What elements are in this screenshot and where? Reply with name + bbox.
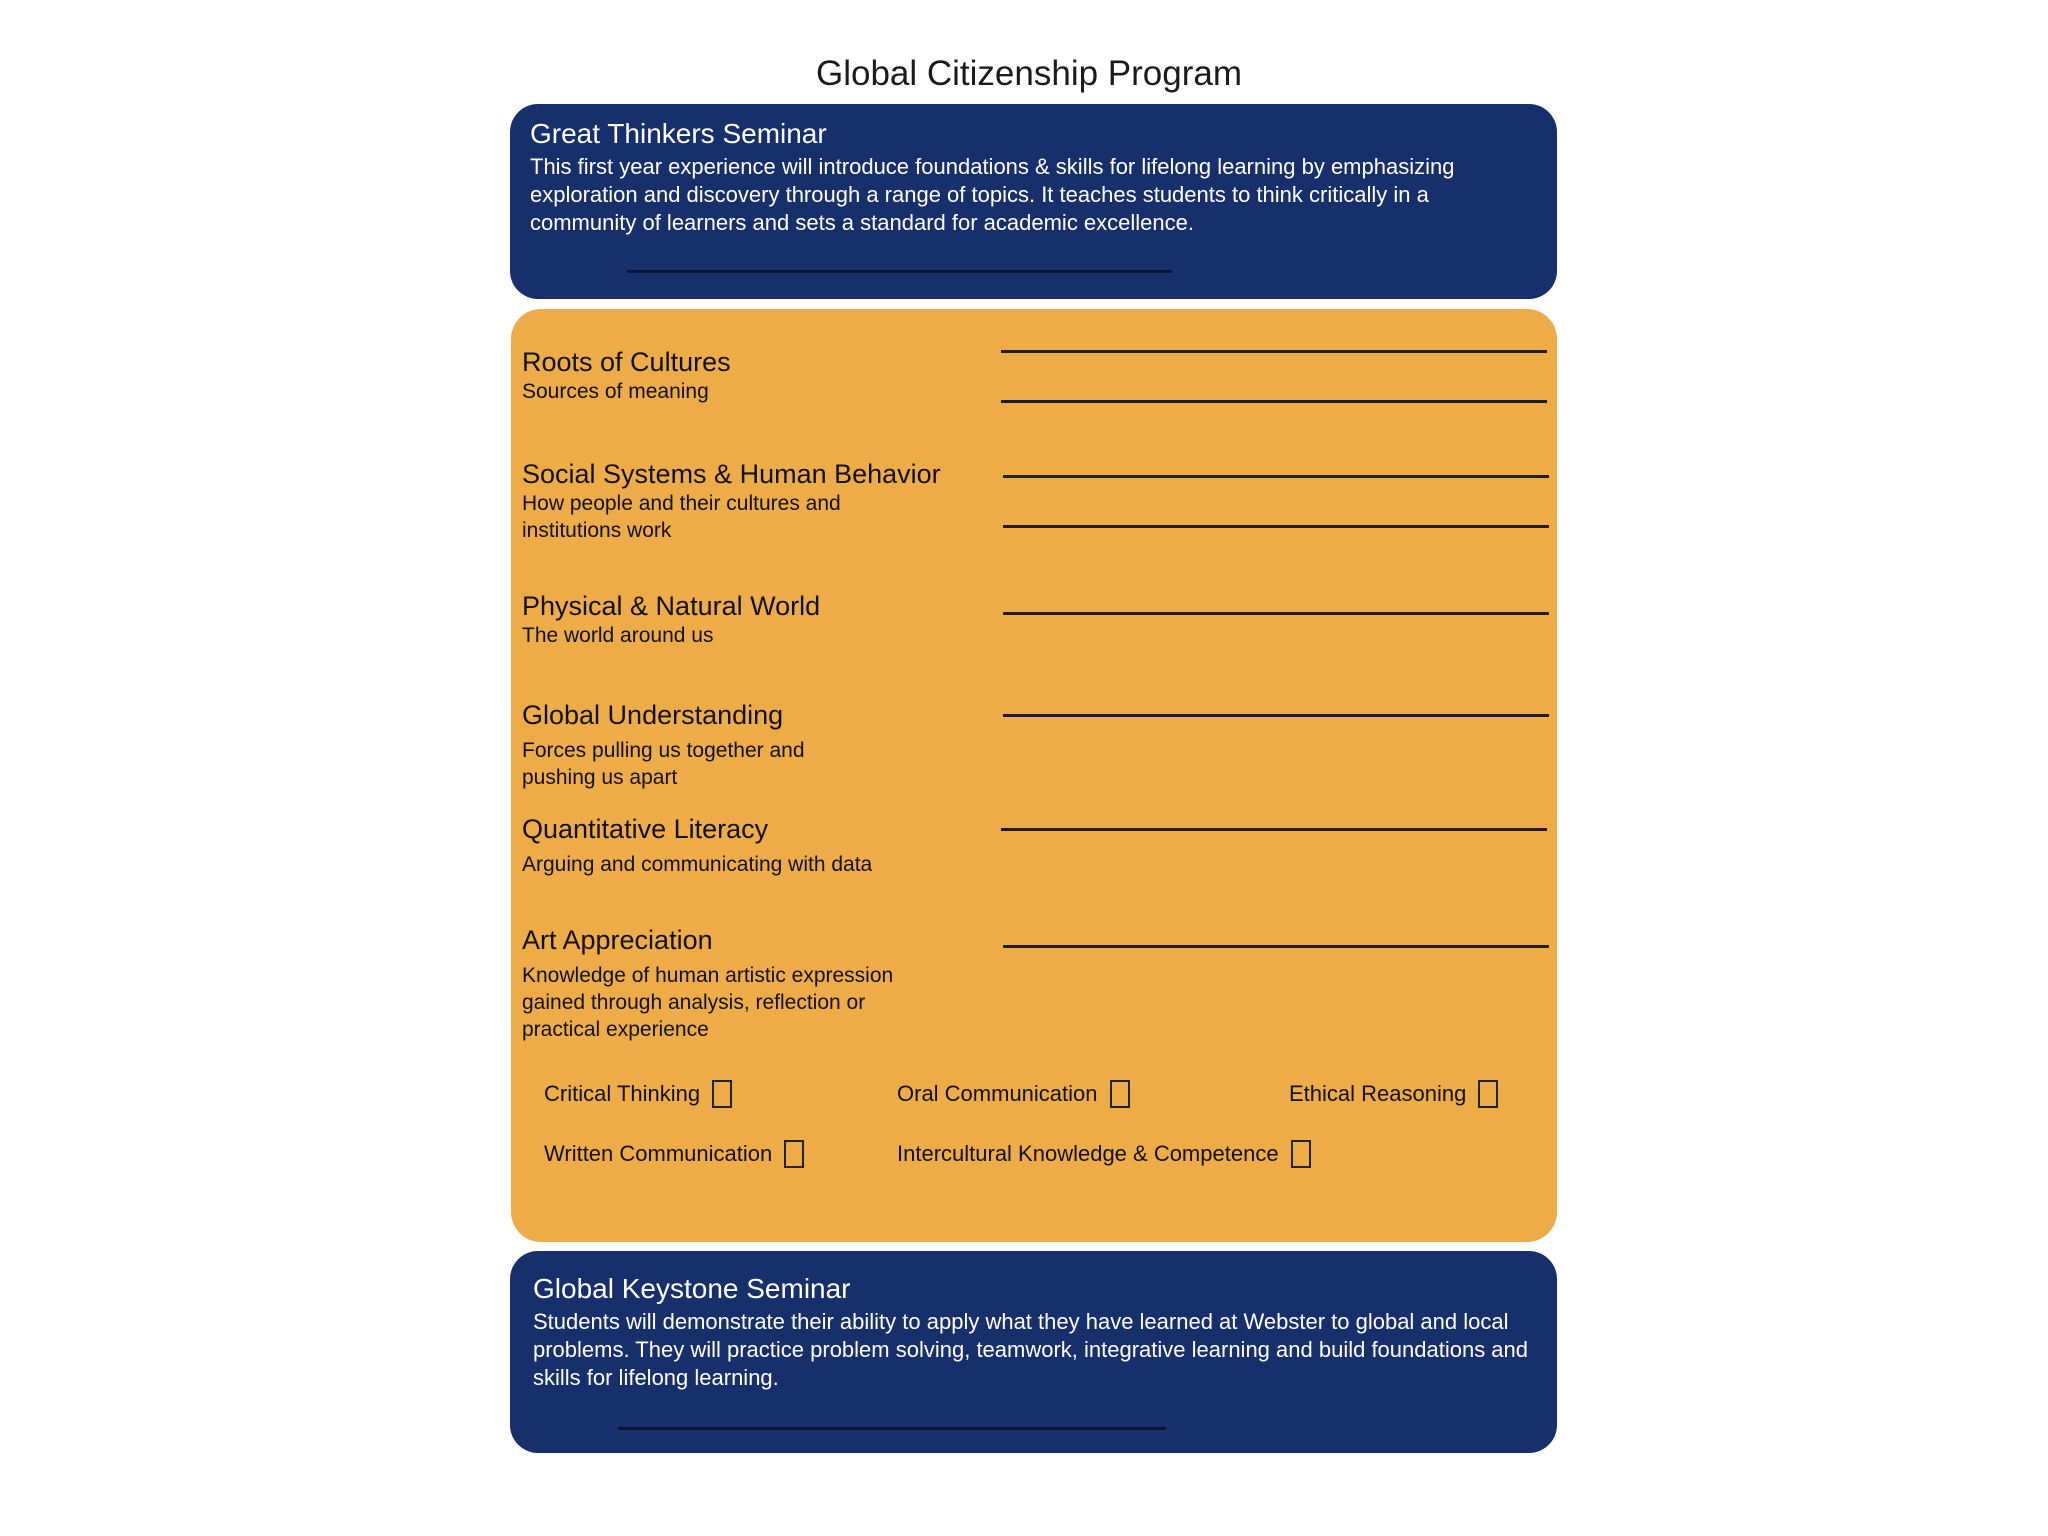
page-title: Global Citizenship Program [815, 54, 1242, 93]
ethical-reasoning-checkbox[interactable] [1478, 1080, 1498, 1108]
global-keystone-signature-line[interactable] [618, 1427, 1166, 1430]
course-title: Roots of Cultures [522, 347, 731, 377]
global-keystone-seminar-description: Students will demonstrate their ability to apply what they have learned at Webster to global and local problems. They will practice problem solving, teamwork, integrative learning and build foundations and skills for lifelong learning. [533, 1309, 1529, 1390]
course-title: Art Appreciation [522, 925, 713, 955]
art-appreciation-line[interactable] [1003, 945, 1549, 948]
course-description: The world around us [522, 624, 714, 647]
global-keystone-seminar-box [510, 1251, 1557, 1453]
physical-natural-world-line[interactable] [1003, 612, 1549, 615]
course-description: Forces pulling us together and pushing us apart [522, 739, 805, 789]
great-thinkers-seminar-box [510, 104, 1557, 299]
skill-label: Intercultural Knowledge & Competence [897, 1141, 1279, 1166]
skill-critical-thinking [544, 1079, 732, 1109]
course-roots-of-cultures [522, 346, 982, 405]
course-description: How people and their cultures and institutions work [522, 492, 841, 542]
skill-label: Oral Communication [897, 1081, 1098, 1106]
social-systems-line-2[interactable] [1003, 525, 1549, 528]
course-title: Physical & Natural World [522, 591, 821, 621]
core-courses-panel [511, 309, 1557, 1242]
skill-written-communication [544, 1139, 804, 1169]
course-title: Social Systems & Human Behavior [522, 459, 941, 489]
written-communication-checkbox[interactable] [784, 1140, 804, 1168]
course-description: Knowledge of human artistic expression gained through analysis, reflection or practical experience [522, 964, 894, 1041]
course-quantitative-literacy [522, 813, 982, 878]
social-systems-line-1[interactable] [1003, 475, 1549, 478]
course-global-understanding [522, 699, 982, 791]
global-understanding-line[interactable] [1003, 714, 1549, 717]
great-thinkers-signature-line[interactable] [627, 270, 1172, 273]
course-title: Global Understanding [522, 700, 784, 730]
quantitative-literacy-line[interactable] [1001, 828, 1547, 831]
course-description: Sources of meaning [522, 380, 709, 403]
course-title: Quantitative Literacy [522, 814, 769, 844]
critical-thinking-checkbox[interactable] [712, 1080, 732, 1108]
great-thinkers-seminar-title: Great Thinkers Seminar [530, 118, 827, 149]
course-description: Arguing and communicating with data [522, 853, 873, 876]
roots-of-cultures-line-2[interactable] [1001, 400, 1547, 403]
oral-communication-checkbox[interactable] [1110, 1080, 1130, 1108]
course-social-systems [522, 458, 982, 544]
skill-ethical-reasoning [1289, 1079, 1498, 1109]
skill-label: Written Communication [544, 1141, 773, 1166]
skill-oral-communication [897, 1079, 1130, 1109]
intercultural-knowledge-checkbox[interactable] [1291, 1140, 1311, 1168]
course-physical-natural-world [522, 590, 982, 649]
roots-of-cultures-line-1[interactable] [1001, 350, 1547, 353]
skill-label: Critical Thinking [544, 1081, 701, 1106]
great-thinkers-seminar-description: This first year experience will introduce foundations & skills for lifelong learning by emphasizing exploration and discovery through a range of topics. It teaches students to think critically in a community of learners and sets a standard for academic excellence. [530, 154, 1455, 235]
course-art-appreciation [522, 924, 982, 1043]
global-keystone-seminar-title: Global Keystone Seminar [533, 1273, 851, 1304]
skill-intercultural-knowledge [897, 1139, 1311, 1169]
skill-label: Ethical Reasoning [1289, 1081, 1467, 1106]
